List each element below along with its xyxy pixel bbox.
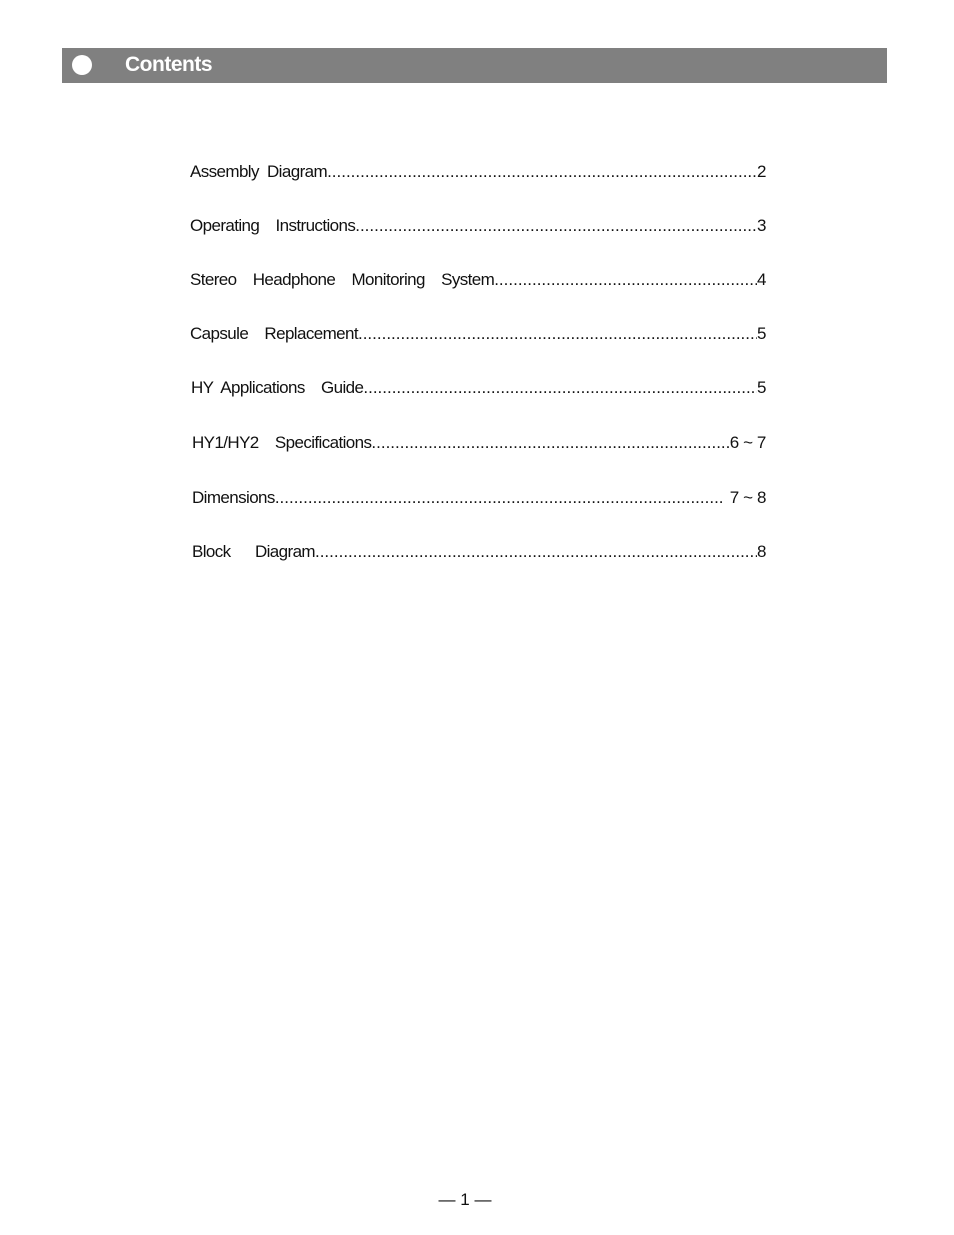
toc-dot-leader <box>327 161 757 183</box>
toc-entry-page: 5 <box>756 378 766 397</box>
toc-dot-leader <box>315 541 757 563</box>
page-number: — 1 — <box>438 1190 492 1209</box>
toc-dot-leader <box>275 487 726 509</box>
toc-dot-leader <box>371 432 729 454</box>
toc-entry-block-diagram[interactable] <box>192 541 766 563</box>
toc-entry-stereo-headphone-monitoring-system[interactable] <box>190 269 766 291</box>
toc-entry-title: Operating Instructions <box>190 216 356 235</box>
toc-entry-page: 8 <box>756 542 766 561</box>
page-title: Contents <box>125 53 212 76</box>
toc-dot-leader <box>494 269 757 291</box>
toc-entry-title: Dimensions <box>192 488 275 507</box>
toc-entry-page: 7 ~ 8 <box>725 488 766 507</box>
toc-entry-title: HY Applications Guide <box>191 378 364 397</box>
toc-dot-leader <box>358 323 757 345</box>
toc-entry-page: 3 <box>756 216 766 235</box>
toc-entry-page: 2 <box>756 162 766 181</box>
toc-entry-title: Block Diagram <box>192 542 315 561</box>
toc-entry-page: 6 ~ 7 <box>729 433 766 452</box>
toc-entry-page: 5 <box>756 324 766 343</box>
toc-entry-hy1-hy2-specifications[interactable] <box>192 432 766 454</box>
toc-entry-title: Capsule Replacement <box>190 324 358 343</box>
table-of-contents <box>0 0 954 600</box>
toc-entry-operating-instructions[interactable] <box>190 215 766 237</box>
toc-entry-title: Assembly Diagram <box>190 162 328 181</box>
toc-entry-assembly-diagram[interactable] <box>190 161 766 183</box>
toc-entry-title: HY1/HY2 Specifications <box>192 433 372 452</box>
toc-dot-leader <box>355 215 757 237</box>
toc-entry-title: Stereo Headphone Monitoring System <box>190 270 495 289</box>
toc-entry-hy-applications-guide[interactable] <box>191 377 766 399</box>
toc-entry-capsule-replacement[interactable] <box>190 323 766 345</box>
toc-dot-leader <box>363 377 757 399</box>
toc-entry-dimensions[interactable] <box>192 487 766 509</box>
toc-entry-page: 4 <box>756 270 766 289</box>
